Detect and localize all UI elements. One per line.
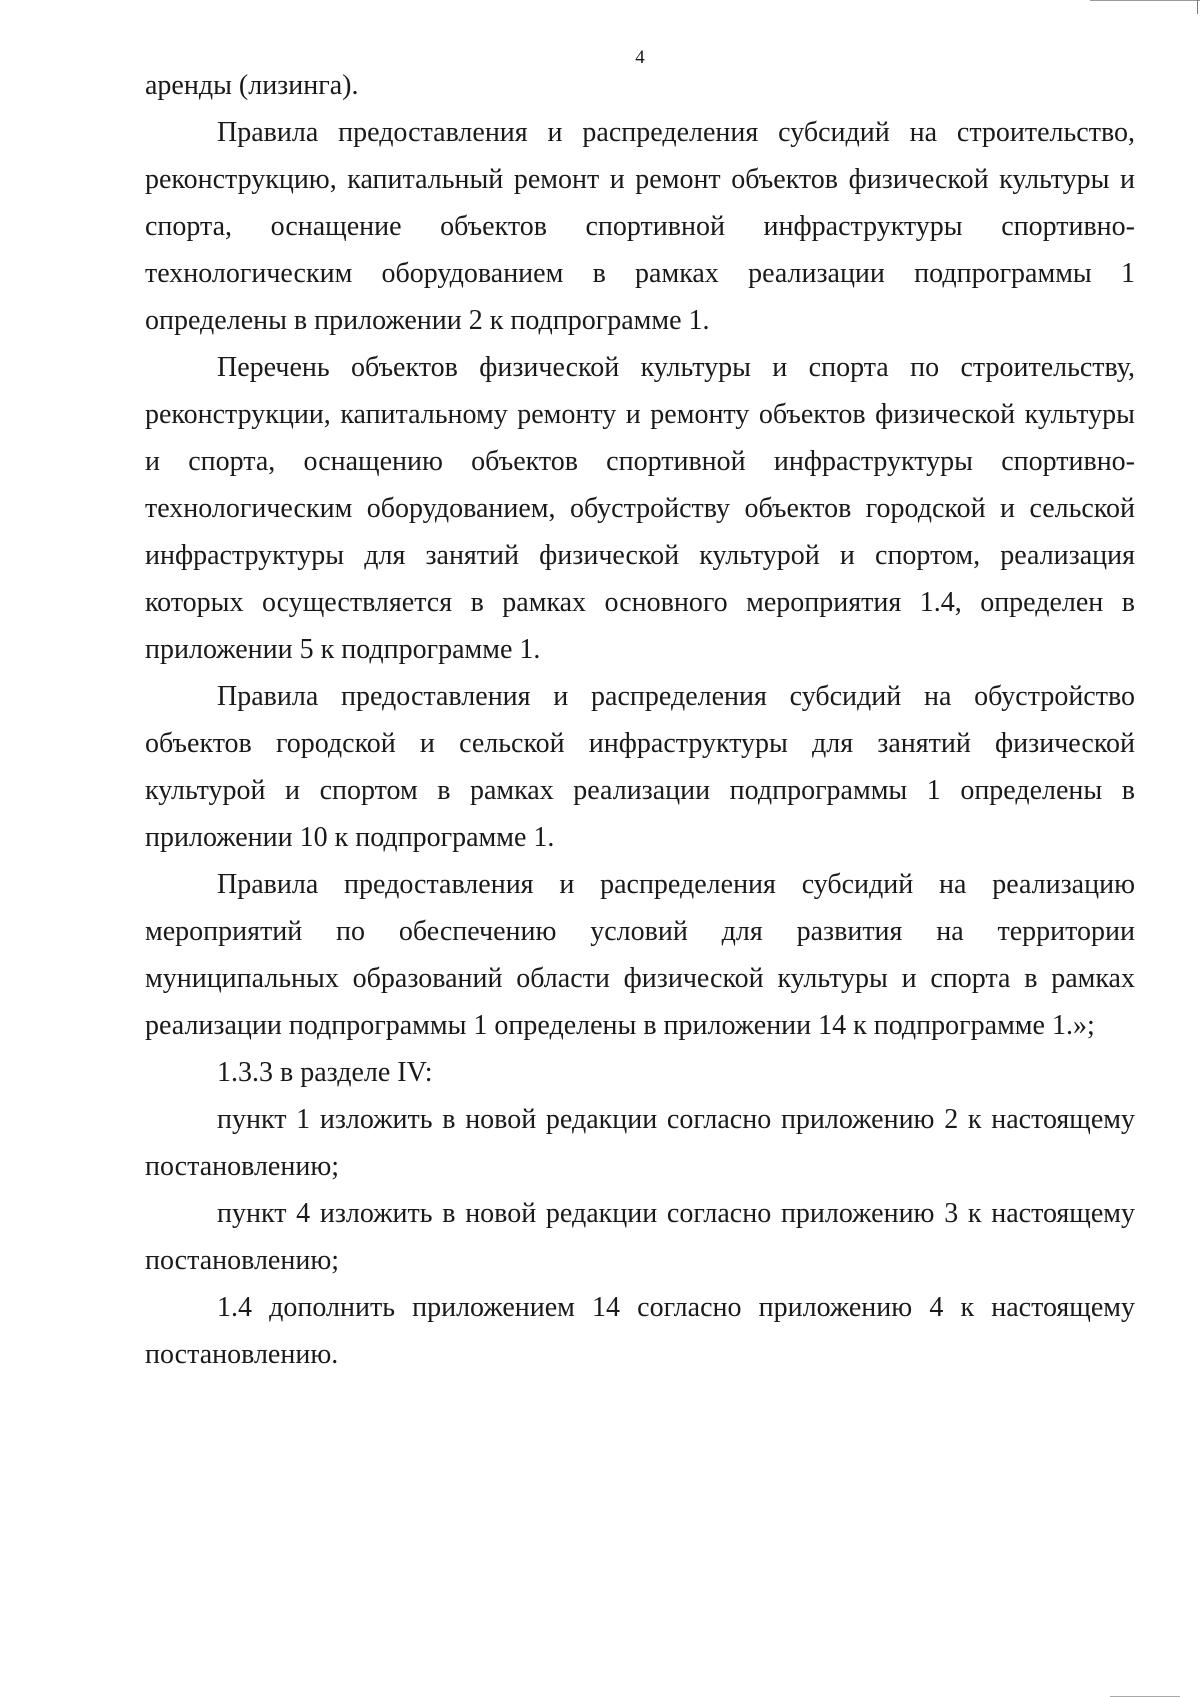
paragraph: Правила предоставления и распределения субсидий на реализацию мероприятий по обеспечению условий для развития на территории муниципальных образований области физической культуры и спорта в рамках реализации подпрограммы 1 определены в приложении 14 к подпрограмме 1.»; <box>145 869 1135 1041</box>
document-body <box>145 62 1135 1378</box>
paragraph: 1.3.3 в разделе IV: <box>217 1057 433 1088</box>
paragraph: Правила предоставления и распределения субсидий на обустройство объектов городской и сельской инфраструктуры для занятий физической культурой и спортом в рамках реализации подпрограммы 1 определены в приложении 10 к подпрограмме 1. <box>145 681 1135 853</box>
paragraph: Правила предоставления и распределения субсидий на строительство, реконструкцию, капитальный ремонт и ремонт объектов физической культуры и спорта, оснащение объектов спортивной инфраструктуры спортивно-технологическим оборудованием в рамках реализации подпрограммы 1 определены в приложении 2 к подпрограмме 1. <box>145 117 1135 336</box>
paragraph-continuation: аренды (лизинга). <box>145 70 359 101</box>
scan-edge-mark-bottom <box>1110 1688 1180 1697</box>
scan-edge-mark-top <box>1090 0 1200 7</box>
paragraph: Перечень объектов физической культуры и спорта по строительству, реконструкции, капитальному ремонту и ремонту объектов физической культуры и спорта, оснащению объектов спортивной инфраструктуры спортивно-технологическим оборудованием, обустройству объектов городской и сельской инфраструктуры для занятий физической культурой и спортом, реализация которых осуществляется в рамках основного мероприятия 1.4, определен в приложении 5 к подпрограмме 1. <box>145 352 1135 665</box>
paragraph: пункт 1 изложить в новой редакции согласно приложению 2 к настоящему постановлению; <box>145 1104 1135 1182</box>
page-number: 4 <box>635 47 645 68</box>
paragraph: пункт 4 изложить в новой редакции согласно приложению 3 к настоящему постановлению; <box>145 1198 1135 1276</box>
scan-edge-mark-right <box>1197 0 1198 14</box>
paragraph: 1.4 дополнить приложением 14 согласно приложению 4 к настоящему постановлению. <box>145 1292 1135 1370</box>
